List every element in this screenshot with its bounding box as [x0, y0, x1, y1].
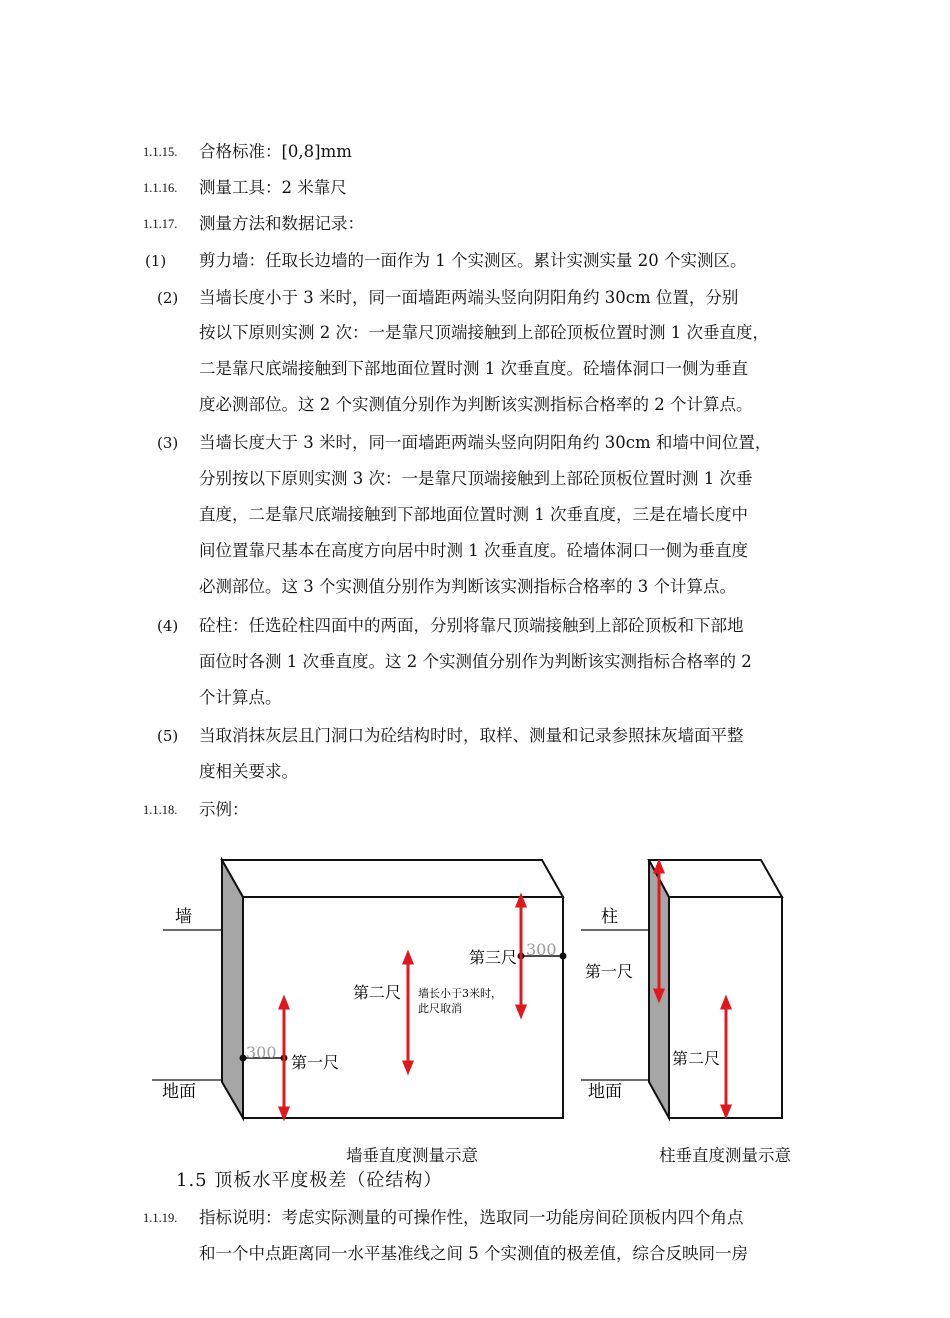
- ruler-note-line2: 此尺取消: [418, 1002, 462, 1015]
- column-floor-label: 地面: [588, 1082, 622, 1102]
- paragraph-line: 必测部位。这 3 个实测值分别作为判断该实测指标合格率的 3 个计算点。: [199, 577, 736, 596]
- paragraph-line: 当墙长度小于 3 米时，同一面墙距两端头竖向阴阳角约 30cm 位置，分别: [199, 288, 739, 307]
- item-number: 1.1.16.: [143, 181, 178, 195]
- dim-300-right: 300: [526, 940, 557, 959]
- column-diagram: [581, 860, 782, 1118]
- paragraph-number: (4): [157, 617, 179, 635]
- paragraph-line: 分别按以下原则实测 3 次：一是靠尺顶端接触到上部砼顶板位置时测 1 次垂: [199, 469, 753, 488]
- paragraph-line: 度必测部位。这 2 个实测值分别作为判断该实测指标合格率的 2 个计算点。: [199, 395, 753, 414]
- ruler-label-3: 第三尺: [469, 948, 518, 967]
- floor-label: 地面: [162, 1082, 196, 1102]
- column-ruler-label-2: 第二尺: [672, 1049, 721, 1068]
- column-label: 柱: [601, 907, 618, 927]
- column-figure-caption: 柱垂直度测量示意: [659, 1146, 791, 1165]
- column-ruler-label-1: 第一尺: [585, 962, 634, 981]
- ruler-label-2: 第二尺: [353, 983, 402, 1002]
- item-number: 1.1.15.: [143, 145, 178, 159]
- item-text: 测量工具：2 米靠尺: [199, 178, 347, 197]
- item-number: 1.1.17.: [143, 217, 178, 231]
- paragraph-line: 指标说明：考虑实际测量的可操作性，选取同一功能房间砼顶板内四个角点: [199, 1208, 744, 1227]
- wall-label: 墙: [175, 907, 192, 927]
- paragraph-number: (5): [157, 727, 179, 745]
- ruler-note-line1: 墙长小于3米时，: [418, 987, 502, 1000]
- wall-diagram: [152, 860, 567, 1118]
- paragraph-line: 个计算点。: [199, 688, 282, 707]
- dim-point: [560, 953, 567, 960]
- wall-side-face: [222, 860, 243, 1118]
- item-text: 测量方法和数据记录：: [199, 214, 364, 233]
- paragraph-line: 当取消抹灰层且门洞口为砼结构时时，取样、测量和记录参照抹灰墙面平整: [199, 726, 744, 745]
- paragraph-number: (2): [157, 289, 179, 307]
- wall-figure-caption: 墙垂直度测量示意: [346, 1146, 478, 1165]
- item-text: 合格标准：[0,8]mm: [199, 142, 352, 161]
- paragraph-line: 按以下原则实测 2 次：一是靠尺顶端接触到上部砼顶板位置时测 1 次垂直度，: [199, 323, 769, 342]
- item-number: 1.1.19.: [143, 1211, 178, 1225]
- paragraph-line: 砼柱：任选砼柱四面中的两面，分别将靠尺顶端接触到上部砼顶板和下部地: [199, 616, 744, 635]
- wall-front-face: [243, 897, 563, 1118]
- paragraph-line: 剪力墙：任取长边墙的一面作为 1 个实测区。累计实测实量 20 个实测区。: [199, 251, 747, 270]
- paragraph-line: 间位置靠尺基本在高度方向居中时测 1 次垂直度。砼墙体洞口一侧为垂直度: [199, 541, 748, 560]
- paragraph-number: (1): [145, 252, 167, 270]
- paragraph-line: 和一个中点距离同一水平基准线之间 5 个实测值的极差值，综合反映同一房: [199, 1244, 748, 1263]
- paragraph-line: 度相关要求。: [199, 762, 298, 781]
- paragraph-line: 当墙长度大于 3 米时，同一面墙距两端头竖向阴阳角约 30cm 和墙中间位置，: [199, 433, 772, 452]
- wall-top-face: [222, 860, 563, 897]
- paragraph-line: 直度，二是靠尺底端接触到下部地面位置时测 1 次垂直度，三是在墙长度中: [199, 505, 748, 524]
- paragraph-number: (3): [157, 434, 179, 452]
- section-heading: 1.5 顶板水平度极差（砼结构）: [176, 1170, 443, 1191]
- ruler-label-1: 第一尺: [291, 1053, 340, 1072]
- column-top-face: [649, 860, 782, 897]
- item-text: 示例：: [199, 800, 249, 819]
- paragraph-line: 二是靠尺底端接触到下部地面位置时测 1 次垂直度。砼墙体洞口一侧为垂直: [199, 359, 748, 378]
- dim-300-left: 300: [246, 1043, 277, 1062]
- paragraph-line: 面位时各测 1 次垂直度。这 2 个实测值分别作为判断该实测指标合格率的 2: [199, 652, 752, 671]
- item-number: 1.1.18.: [143, 803, 178, 817]
